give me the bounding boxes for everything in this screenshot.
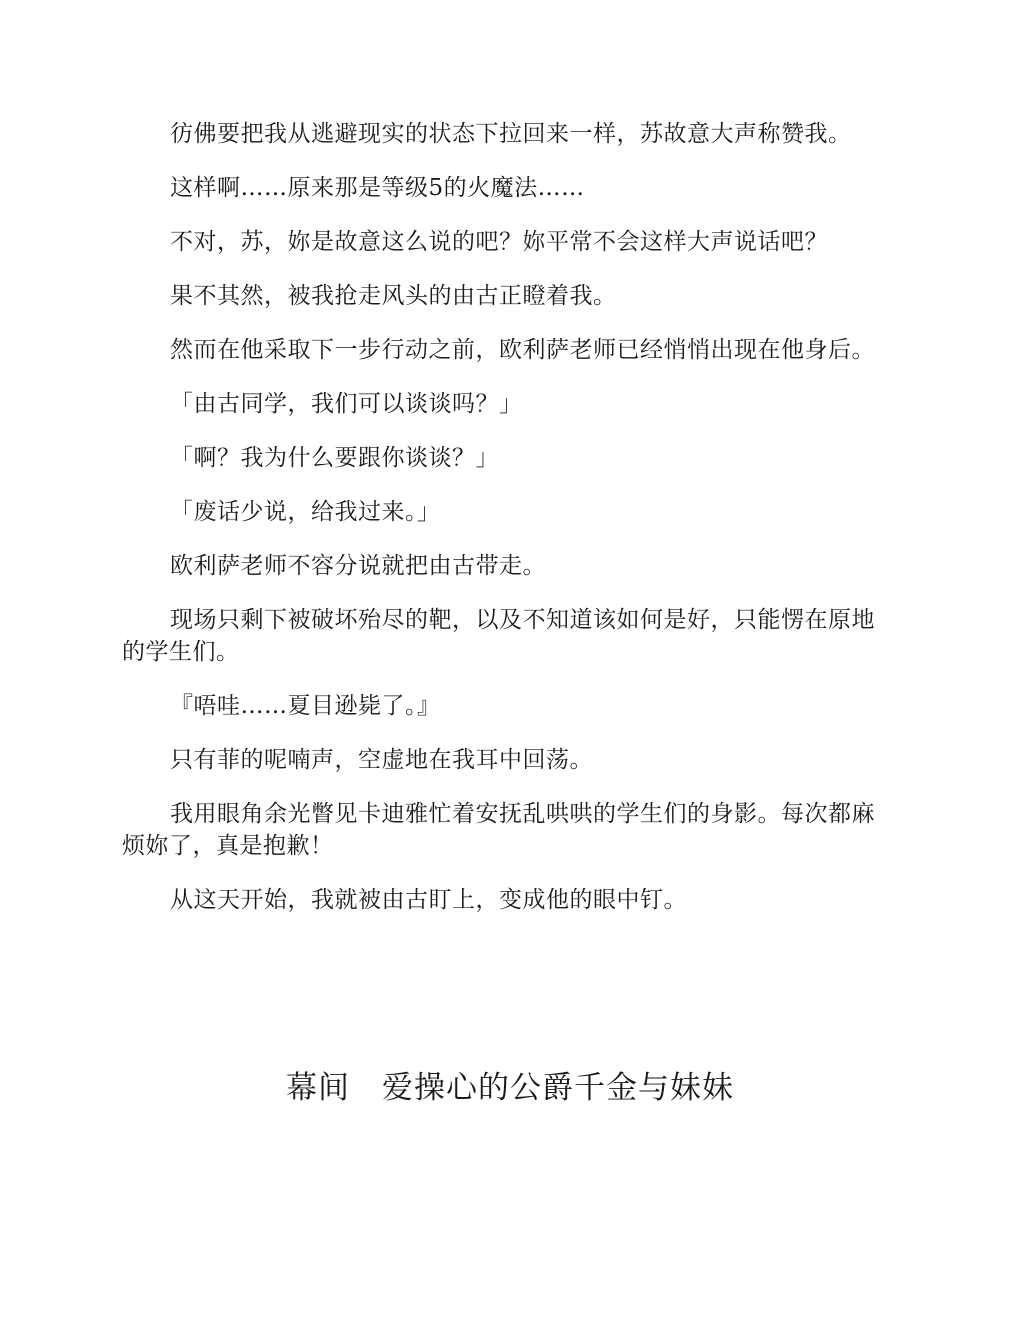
paragraph: 果不其然，被我抢走风头的由古正瞪着我。 <box>170 283 617 309</box>
body-text <box>122 118 898 938</box>
paragraph: 彷佛要把我从逃避现实的状态下拉回来一样，苏故意大声称赞我。 <box>170 121 852 147</box>
paragraph: 这样啊……原来那是等级5的火魔法…… <box>170 175 585 201</box>
paragraph: 现场只剩下被破坏殆尽的靶，以及不知道该如何是好，只能愣在原地的学生们。 <box>122 607 875 665</box>
dialogue-line: 「啊？我为什么要跟你谈谈？」 <box>170 445 499 471</box>
paragraph: 从这天开始，我就被由古盯上，变成他的眼中钉。 <box>170 887 687 913</box>
paragraph: 然而在他采取下一步行动之前，欧利萨老师已经悄悄出现在他身后。 <box>170 337 875 363</box>
paragraph: 只有菲的呢喃声，空虚地在我耳中回荡。 <box>170 747 593 773</box>
dialogue-line: 「由古同学，我们可以谈谈吗？」 <box>170 391 523 417</box>
chapter-title: 幕间 爱操心的公爵千金与妹妹 <box>286 1070 734 1106</box>
paragraph: 我用眼角余光瞥见卡迪雅忙着安抚乱哄哄的学生们的身影。每次都麻烦妳了，真是抱歉！ <box>122 801 875 859</box>
paragraph: 欧利萨老师不容分说就把由古带走。 <box>170 553 546 579</box>
paragraph: 不对，苏，妳是故意这么说的吧？妳平常不会这样大声说话吧？ <box>170 229 828 255</box>
dialogue-line: 「废话少说，给我过来。」 <box>170 499 441 525</box>
dialogue-line: 『唔哇……夏目逊毙了。』 <box>170 693 441 719</box>
